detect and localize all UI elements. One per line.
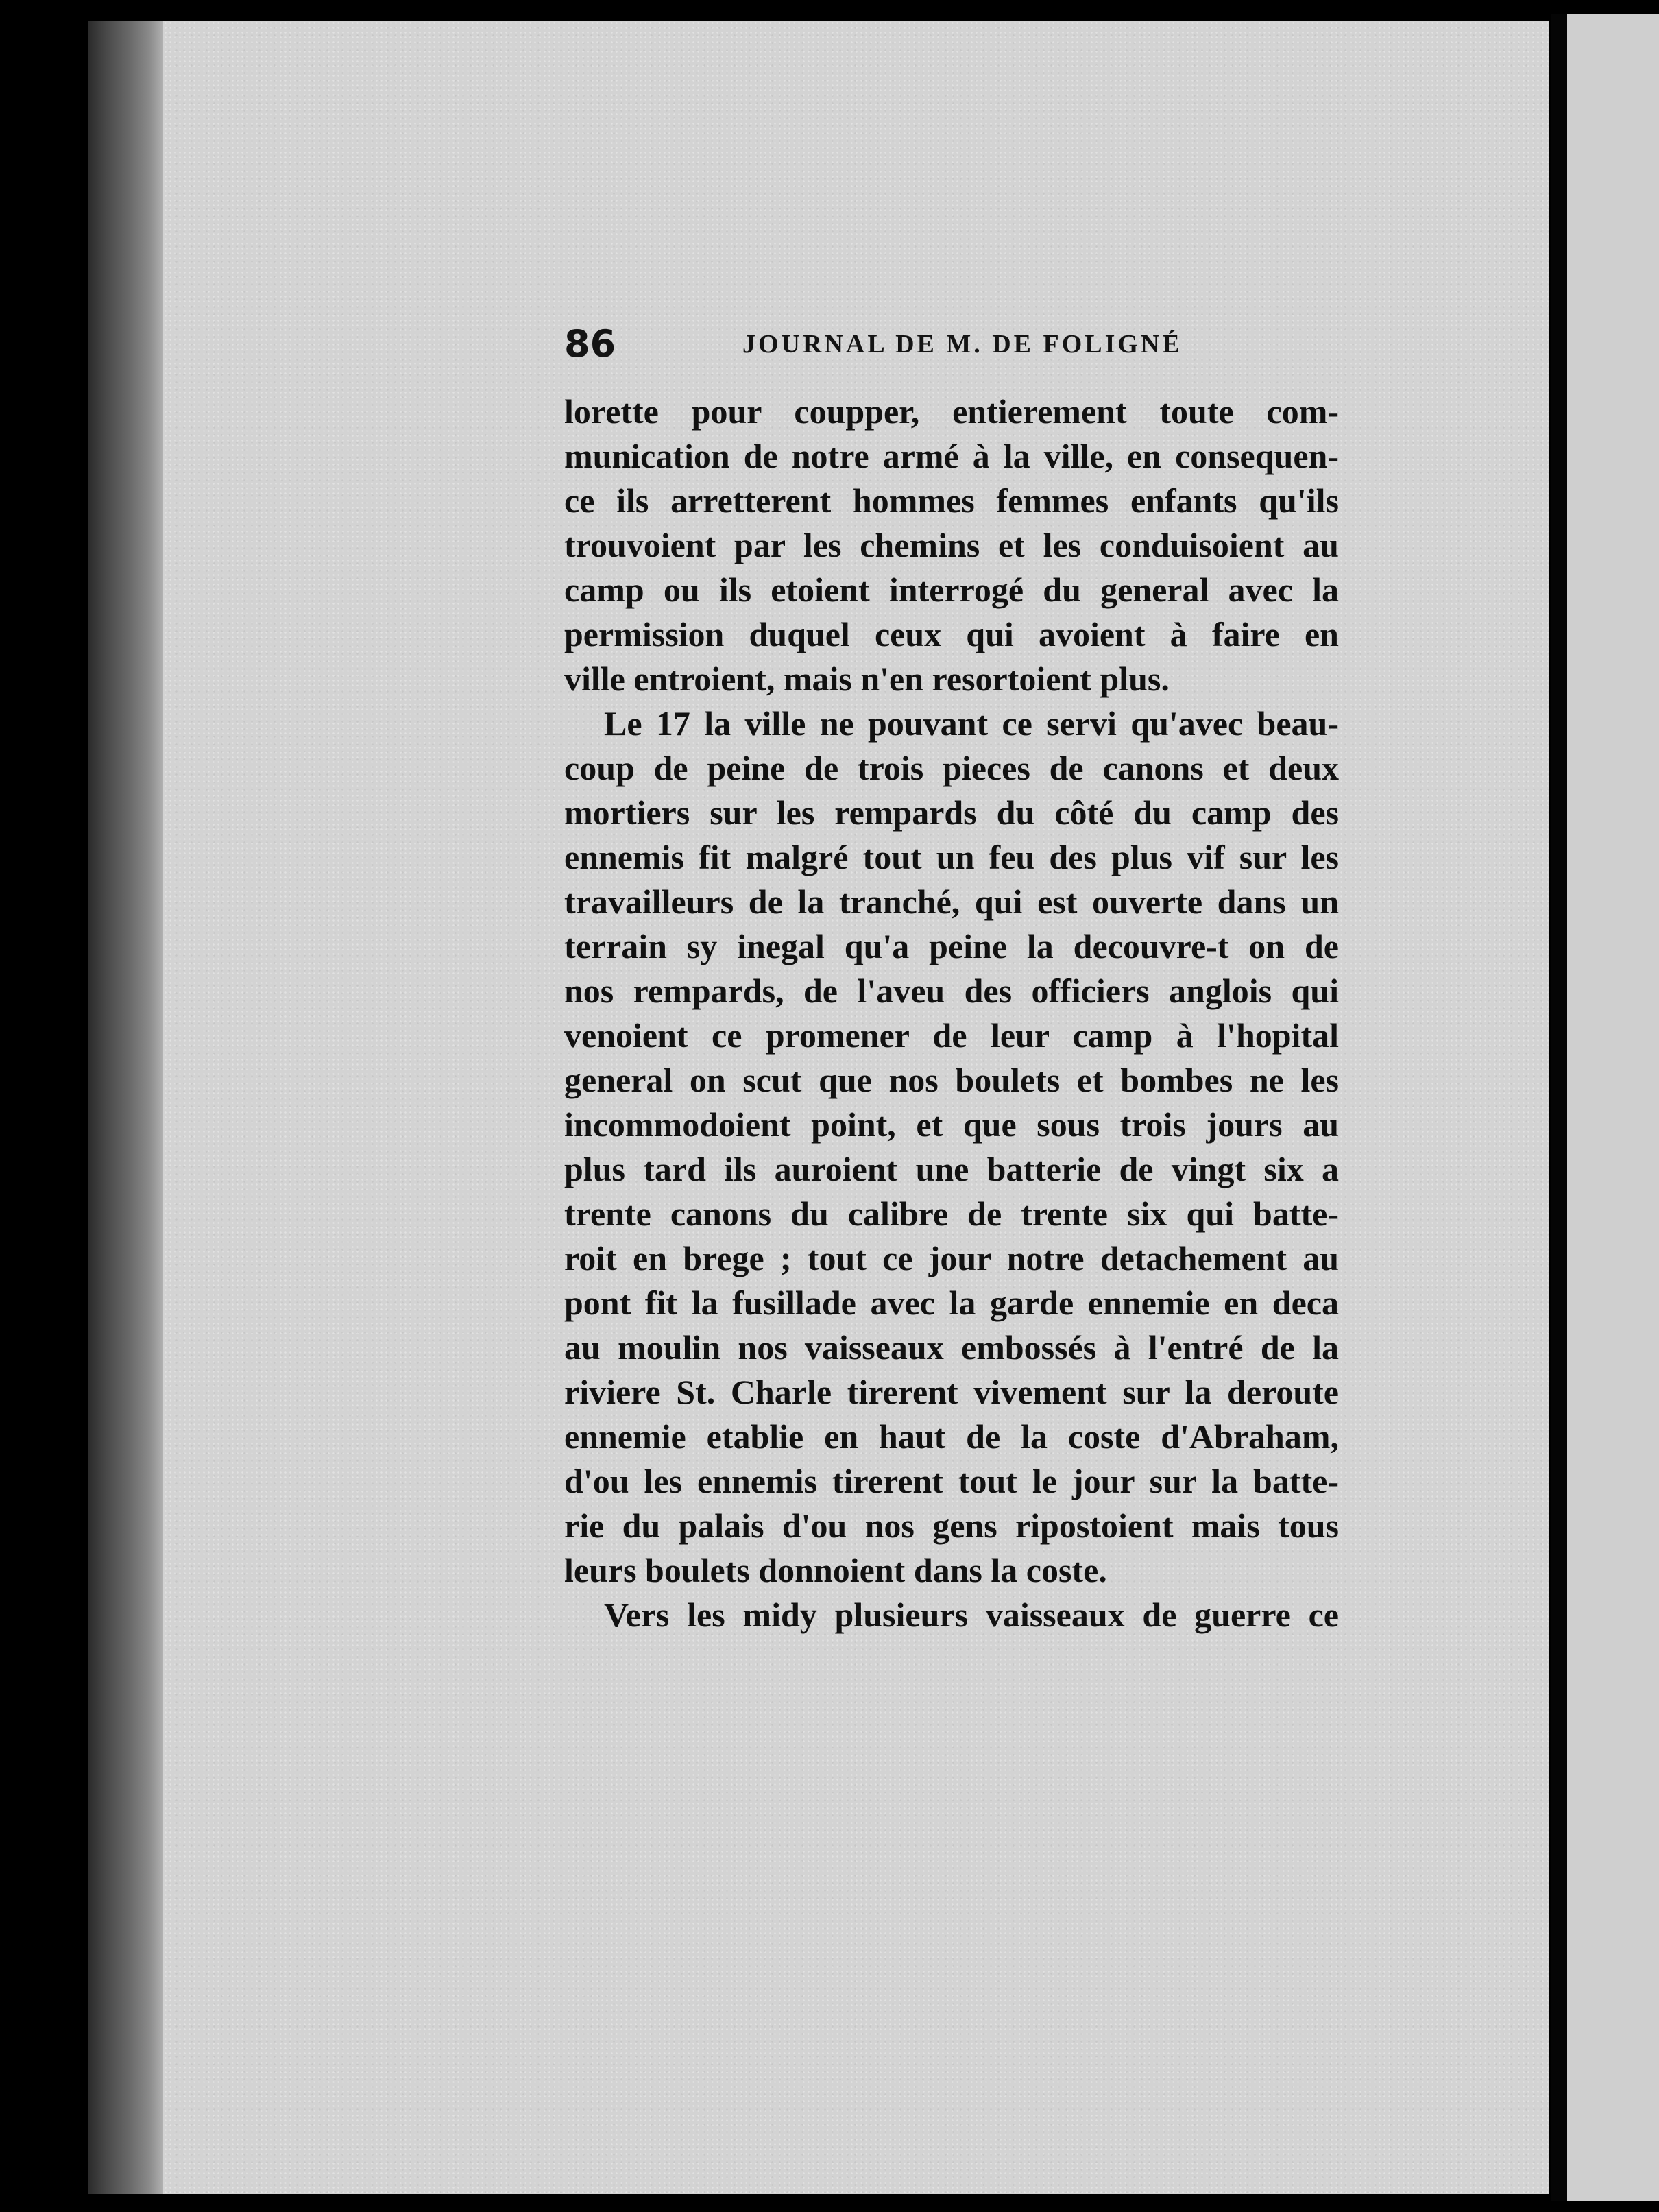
text-line: coup de peine de trois pieces de canons et deux	[564, 749, 1339, 787]
text-line: leurs boulets donnoient dans la coste.	[564, 1551, 1107, 1589]
text-line: nos rempards, de l'aveu des officiers anglois qui	[564, 972, 1339, 1010]
text-line: ce ils arretterent hommes femmes enfants qu'ils	[564, 481, 1339, 520]
text-line: travailleurs de la tranché, qui est ouverte dans un	[564, 882, 1339, 921]
running-title: JOURNAL DE M. DE FOLIGNÉ	[742, 330, 1183, 359]
text-line: ennemie etablie en haut de la coste d'Abraham,	[564, 1417, 1339, 1456]
text-line: mortiers sur les rempards du côté du camp des	[564, 793, 1339, 832]
text-line: lorette pour coupper, entierement toute com-	[564, 392, 1339, 431]
text-line: roit en brege ; tout ce jour notre detachement au	[564, 1239, 1339, 1277]
text-line: pont fit la fusillade avec la garde ennemie en deca	[564, 1284, 1339, 1322]
text-line: camp ou ils etoient interrogé du general avec la	[564, 570, 1339, 609]
text-line: ville entroient, mais n'en resortoient plus.	[564, 660, 1170, 698]
text-line: au moulin nos vaisseaux embossés à l'entré de la	[564, 1328, 1339, 1367]
text-line: general on scut que nos boulets et bombes ne les	[564, 1061, 1339, 1099]
text-line: permission duquel ceux qui avoient à faire en	[564, 615, 1339, 653]
book-spine-edge	[88, 21, 165, 2194]
running-header	[564, 322, 1339, 370]
text-line: incommodoient point, et que sous trois jours au	[564, 1105, 1339, 1144]
text-line: Vers les midy plusieurs vaisseaux de guerre ce	[604, 1596, 1339, 1634]
text-line: trouvoient par les chemins et les conduisoient au	[564, 526, 1339, 564]
text-line: munication de notre armé à la ville, en consequen-	[564, 437, 1339, 475]
body-text	[564, 389, 1339, 1637]
text-line: d'ou les ennemis tirerent tout le jour sur la batte-	[564, 1462, 1339, 1500]
page-number: 86	[564, 322, 616, 365]
text-line: trente canons du calibre de trente six qui batte-	[564, 1194, 1339, 1233]
text-line: Le 17 la ville ne pouvant ce servi qu'avec beau-	[604, 704, 1339, 743]
page-gutter	[1551, 14, 1567, 2201]
text-line: venoient ce promener de leur camp à l'hopital	[564, 1016, 1339, 1055]
text-line: plus tard ils auroient une batterie de vingt six a	[564, 1150, 1339, 1188]
adjacent-page-edge	[1567, 14, 1659, 2201]
text-line: terrain sy inegal qu'a peine la decouvre-t on de	[564, 927, 1339, 965]
text-line: rie du palais d'ou nos gens ripostoient mais tous	[564, 1506, 1339, 1545]
text-line: ennemis fit malgré tout un feu des plus vif sur les	[564, 838, 1339, 876]
text-line: riviere St. Charle tirerent vivement sur la deroute	[564, 1373, 1339, 1411]
